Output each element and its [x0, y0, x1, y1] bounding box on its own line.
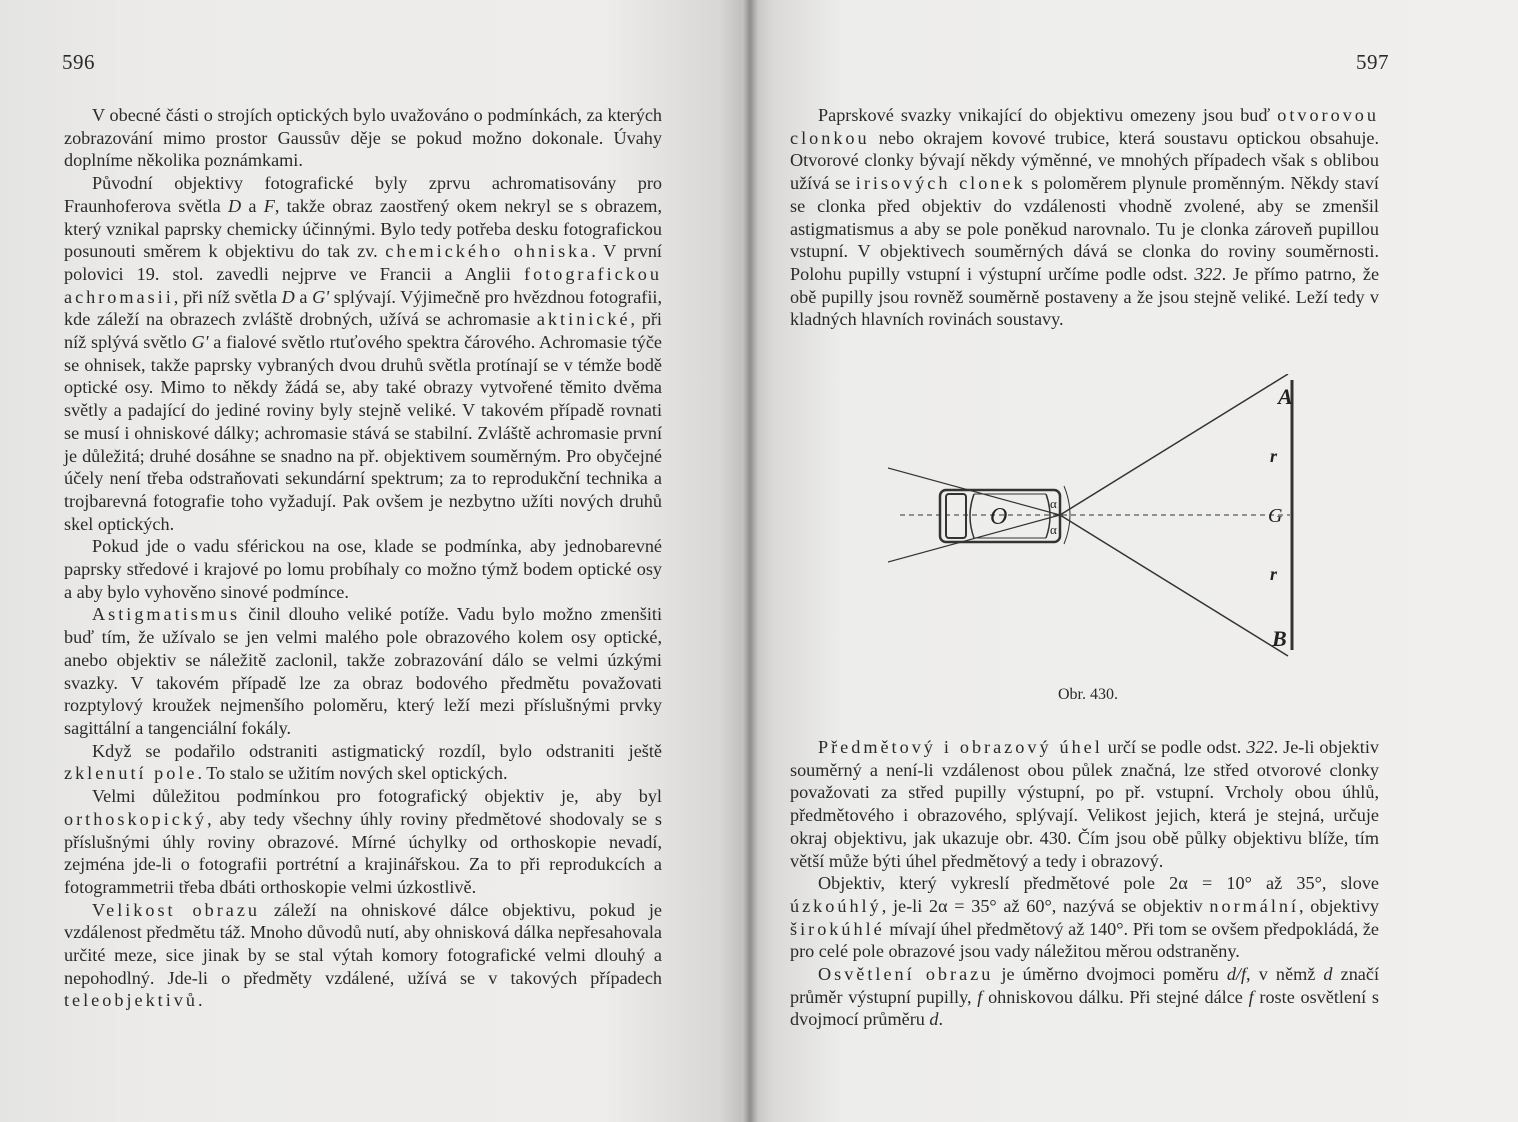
- spaced-emphasis: zklenutí pole: [64, 763, 198, 784]
- text-run: . V první polovici 19. stol. zavedli nejprve ve Francii a Anglii: [64, 241, 662, 284]
- text-run: a fialové světlo rtuťového spektra čárového. Achromasie týče se ohnisek, takže paprsky vybraných dvou druhů světla protínají se v témže bodě optické osy. Mimo to někdy žádá se, aby také obrazy vytvořené těmito dvěma světly a padající do jediné roviny byly stejně veliké. V takovém případě rovnati se musí i ohniskové dálky; achromasie stává se stabilní. Zvláště achromasie první je důležitá; druhé dosáhne se snadno na př. objektivem souměrným. Pro obyčejné účely není třeba odstraňovati sekundární spektrum; za to reprodukční technika a trojbarevná fotografie toho vyžadují. Pak ovšem je nezbytno užíti nových druhů skel optických.: [64, 332, 662, 534]
- paragraph: [790, 872, 1379, 963]
- spaced-emphasis: chemického ohniska: [385, 241, 592, 262]
- right-page-body-bottom: [790, 736, 1379, 1031]
- italic-symbol: F: [263, 195, 275, 216]
- text-run: ohniskovou dálku. Při stejné dálce: [982, 986, 1249, 1007]
- paragraph: [64, 535, 662, 603]
- text-run: Objektiv, který vykreslí předmětové pole 2α = 10° až 35°, slove: [818, 873, 1379, 894]
- label-B: B: [1272, 626, 1287, 651]
- text-run: V obecné části o strojích optických bylo uvažováno o podmínkách, za kterých zobrazování mimo prostor Gaussův děje se pokud možno dokonale. Úvahy doplníme několika poznámkami.: [64, 105, 662, 171]
- spaced-emphasis: normální: [1209, 895, 1300, 916]
- spaced-emphasis: Předmětový i obrazový úhel: [818, 737, 1103, 757]
- text-run: , objektivy: [1299, 895, 1380, 916]
- label-O: O: [990, 504, 1008, 530]
- paragraph: [64, 603, 662, 739]
- text-run: , je-li 2α = 35° až 60°, nazývá se objektiv: [881, 895, 1210, 916]
- text-run: .: [938, 1009, 944, 1030]
- text-run: Paprskové svazky vnikající do objektivu omezeny jsou buď: [818, 105, 1278, 125]
- paragraph: [790, 736, 1379, 872]
- italic-symbol: f: [977, 986, 983, 1007]
- italic-symbol: d: [929, 1009, 939, 1030]
- text-run: . To stalo se užitím nových skel optických.: [197, 763, 508, 784]
- text-run: a: [241, 195, 264, 216]
- figure-caption: Obr. 430.: [1058, 686, 1118, 703]
- text-run: nebo okrajem kovové trubice, která soustavu optickou obsahuje. Otvorové clonky bývají někdy výměnné, ve mnohých případech však s oblibou užívá se: [790, 127, 1379, 194]
- spaced-emphasis: Astigmatismus: [92, 604, 241, 625]
- italic-symbol: D: [227, 195, 242, 216]
- spaced-emphasis: fotografickou achromasii: [64, 263, 662, 307]
- figure-430: [870, 374, 1310, 674]
- spaced-emphasis: orthoskopický: [64, 808, 208, 829]
- italic-symbol: 322: [1194, 263, 1222, 284]
- right-page-body-top: [790, 104, 1379, 331]
- italic-symbol: G': [191, 332, 209, 353]
- spaced-emphasis: Osvětlení obrazu: [818, 964, 994, 985]
- page-number-right: 597: [1356, 50, 1389, 74]
- text-run: .: [197, 990, 203, 1011]
- paragraph: [64, 899, 662, 1013]
- text-run: značí průměr výstupní pupilly,: [790, 964, 1379, 1007]
- italic-symbol: d: [1323, 964, 1333, 985]
- text-run: Původní objektivy fotografické byly zprvu achromatisovány pro Fraunhoferova světla: [64, 173, 662, 216]
- paragraph: [790, 963, 1379, 1031]
- text-run: a: [294, 286, 313, 307]
- book-gutter: [742, 0, 758, 1122]
- paragraph: [64, 785, 662, 899]
- text-run: určí se podle odst.: [1102, 737, 1247, 757]
- italic-symbol: G': [312, 286, 330, 307]
- spaced-emphasis: úzkoúhlý: [790, 895, 882, 916]
- text-run: činil dlouho veliké potíže. Vadu bylo možno zmenšiti buď tím, že užívalo se jen velmi malého pole obrazového kolem osy optické, anebo objektiv se náležitě zaclonil, takže zobrazování dálo se velmi úzkými svazky. V takovém případě lze za obraz bodového předmětu považovati rozptylový kroužek nejmenšího poloměru, který leží mezi příslušnými prvky sagittální a tangenciální fokály.: [64, 604, 662, 738]
- text-run: s poloměrem plynule proměnným. Někdy staví se clonka před objektiv do vzdálenosti vhodně zvolené, aby se zmenšil astigmatismus a aby se pole poněkud narovnalo. Tu je clonka zároveň pupillou vstupní. V objektivech souměrných dává se clonka do roviny souměrnosti. Polohu pupilly vstupní i výstupní určíme podle odst.: [790, 173, 1379, 284]
- paragraph: [64, 172, 662, 535]
- paragraph: [64, 740, 662, 785]
- italic-symbol: 322: [1246, 737, 1274, 757]
- label-alpha-top: α: [1050, 496, 1057, 511]
- ray-lower-object: [1060, 515, 1288, 656]
- text-run: roste osvětlení s dvojmocí průměru: [790, 986, 1379, 1030]
- text-run: splývají. Výjimečně pro hvězdnou fotografii, kde záleží na obrazech zvláště drobných, užívá se achromasie: [64, 286, 662, 330]
- label-r-top: r: [1270, 446, 1278, 466]
- label-alpha-bottom: α: [1050, 522, 1057, 537]
- text-run: . Je přímo patrno, že obě pupilly jsou rovněž souměrně postaveny a že jsou stejně veliké. Leží tedy v kladných hlavních rovinách soustavy.: [790, 263, 1380, 330]
- spaced-emphasis: Velikost obrazu: [92, 899, 261, 920]
- text-run: , takže obraz zaostřený okem nekryl se s obrazem, který vznikal paprsky chemicky účinnými. Bylo tedy potřeba desku fotografickou posunouti směrem k objektivu do tak zv.: [64, 195, 662, 262]
- text-run: záleží na ohniskové dálce objektivu, pokud je vzdálenost předmětu táž. Mnoho důvodů nutí, aby ohnisková dálka nepřesahovala určité meze, sice jinak by se stal výtah komory fotografické velmi dlouhý a nepohodlný. Jde-li o předměty vzdálené, užívá se v takových případech: [64, 899, 662, 988]
- text-run: Když se podařilo odstraniti astigmatický rozdíl, bylo odstraniti ještě: [92, 740, 662, 761]
- text-run: , v němž: [1246, 964, 1324, 985]
- left-page-body: [64, 104, 662, 1012]
- text-run: Pokud jde o vadu sférickou na ose, klade se podmínka, aby jednobarevné paprsky středové i krajové po lomu probíhaly co možno týmž bodem optické osy a aby bylo vyhověno sinové podmínce.: [64, 536, 662, 602]
- spaced-emphasis: otvorovou clonkou: [790, 105, 1379, 148]
- italic-symbol: f: [1248, 986, 1254, 1007]
- ray-upper-image: [888, 468, 1060, 515]
- label-r-bottom: r: [1270, 564, 1278, 584]
- text-run: je úměrno dvojmoci poměru: [993, 964, 1227, 985]
- spaced-emphasis: irisových clonek: [855, 173, 1026, 194]
- italic-symbol: D: [281, 286, 295, 307]
- label-A: A: [1278, 384, 1293, 409]
- paragraph: [790, 104, 1379, 331]
- text-run: mívají úhel předmětový až 140°. Při tom se ovšem předpokládá, že pro celé pole obrazové jsou vady náležitou měrou odstraněny.: [790, 918, 1379, 962]
- text-run: . Je-li objektiv souměrný a není-li vzdálenost obou půlek značná, lze střed otvorové clonky považovati za střed pupilly výstupní, po př. vstupní. Vrcholy obou úhlů, předmětového i obrazového, splývají. Velikost jejich, která je stejná, určuje okraj objektivu, jak ukazuje obr. 430. Čím jsou obě půlky objektivu blíže, tím větší může býti úhel předmětový a tedy i obrazový.: [790, 737, 1379, 871]
- page-number-left: 596: [62, 50, 95, 74]
- text-run: , aby tedy všechny úhly roviny předmětové shodovaly se s příslušnými úhly roviny obrazové. Mírné úchylky od orthoskopie nevadí, zejména jde-li o fotografii portrétní a krajinářskou. Za to při reprodukcích a fotogrammetrii třeba dbáti orthoskopie velmi úzkostlivě.: [64, 808, 662, 897]
- label-G: G: [1268, 505, 1283, 527]
- text-run: , při níž splývá světlo: [64, 309, 662, 353]
- left-page: [0, 0, 750, 1122]
- italic-symbol: d/f: [1226, 964, 1247, 985]
- ray-upper-object: [1060, 374, 1288, 515]
- paragraph: [64, 104, 662, 172]
- right-page: [750, 0, 1518, 1122]
- spaced-emphasis: teleobjektivů: [64, 990, 198, 1011]
- spaced-emphasis: aktinické: [536, 309, 631, 330]
- text-run: , při níž světla: [173, 286, 282, 307]
- text-run: Velmi důležitou podmínkou pro fotografický objektiv je, aby byl: [92, 786, 662, 807]
- spaced-emphasis: širokúhlé: [790, 918, 885, 939]
